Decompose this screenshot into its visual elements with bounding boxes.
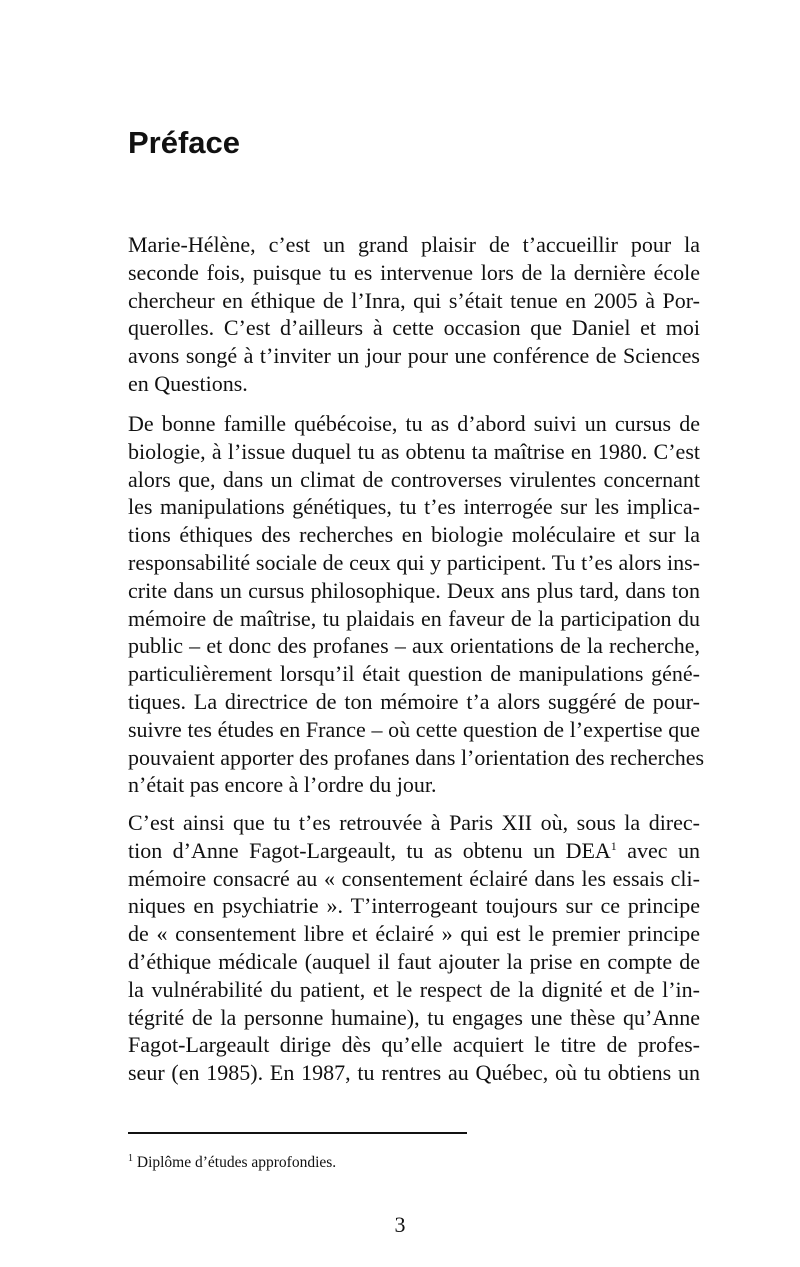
text-line: tions éthiques des recherches en biologie moléculaire et sur la: [128, 522, 700, 548]
paragraph-1: [128, 231, 700, 398]
text-line: chercheur en éthique de l’Inra, qui s’était tenue en 2005 à Por-: [128, 287, 700, 313]
footnote-divider: [128, 1132, 467, 1134]
text-segment: avec un: [616, 837, 700, 863]
text-line: les manipulations génétiques, tu t’es interrogée sur les implica-: [128, 494, 700, 520]
text-line: mémoire de maîtrise, tu plaidais en faveur de la participation du: [128, 605, 700, 631]
text-line: seconde fois, puisque tu es intervenue lors de la dernière école: [128, 259, 700, 285]
text-line: d’éthique médicale (auquel il faut ajouter la prise en compte de: [128, 948, 700, 974]
footnote-text: Diplôme d’études approfondies.: [133, 1154, 337, 1171]
text-line: Fagot-Largeault dirige dès qu’elle acquiert le titre de profes-: [128, 1032, 700, 1058]
text-line: niques en psychiatrie ». T’interrogeant toujours sur ce principe: [128, 893, 700, 919]
text-line: seur (en 1985). En 1987, tu rentres au Québec, où tu obtiens un: [128, 1060, 700, 1086]
footnote-reference: 1: [610, 838, 617, 853]
text-line: suivre tes études en France – où cette question de l’expertise que: [128, 716, 700, 742]
text-line: Marie-Hélène, c’est un grand plaisir de t’accueillir pour la: [128, 232, 700, 257]
text-line: particulièrement lorsqu’il était question de manipulations géné-: [128, 661, 700, 687]
text-line: en Questions.: [128, 370, 248, 396]
text-line: public – et donc des profanes – aux orientations de la recherche,: [128, 633, 700, 659]
footnote-marker: 1: [128, 1153, 133, 1164]
page-title: Préface: [128, 125, 241, 160]
text-line-with-footnote: [128, 837, 700, 865]
text-line: avons songé à t’inviter un jour pour une conférence de Sciences: [128, 343, 700, 369]
footnote: [128, 1153, 336, 1173]
text-line: tégrité de la personne humaine), tu engages une thèse qu’Anne: [128, 1004, 700, 1030]
text-line: n’était pas encore à l’ordre du jour.: [128, 772, 437, 798]
text-line: pouvaient apporter des profanes dans l’orientation des recherches: [128, 744, 705, 770]
paragraph-2: [128, 410, 705, 799]
paragraph-3: [128, 809, 700, 1087]
text-line: de « consentement libre et éclairé » qui est le premier principe: [128, 921, 700, 947]
text-line: querolles. C’est d’ailleurs à cette occasion que Daniel et moi: [128, 315, 700, 341]
text-line: biologie, à l’issue duquel tu as obtenu ta maîtrise en 1980. C’est: [128, 438, 700, 464]
text-line: responsabilité sociale de ceux qui y participent. Tu t’es alors ins-: [128, 549, 700, 575]
text-line: tiques. La directrice de ton mémoire t’a alors suggéré de pour-: [128, 688, 700, 714]
text-line: C’est ainsi que tu t’es retrouvée à Paris XII où, sous la direc-: [128, 810, 700, 835]
text-line: alors que, dans un climat de controverses virulentes concernant: [128, 466, 700, 492]
text-segment: tion d’Anne Fagot-Largeault, tu as obtenu un DEA: [128, 837, 611, 863]
text-line: mémoire consacré au « consentement éclairé dans les essais cli-: [128, 865, 700, 891]
text-line: la vulnérabilité du patient, et le respect de la dignité et de l’in-: [128, 976, 700, 1002]
text-line: De bonne famille québécoise, tu as d’abord suivi un cursus de: [128, 411, 700, 436]
page-number: 3: [394, 1212, 406, 1237]
text-line: crite dans un cursus philosophique. Deux ans plus tard, dans ton: [128, 577, 700, 603]
